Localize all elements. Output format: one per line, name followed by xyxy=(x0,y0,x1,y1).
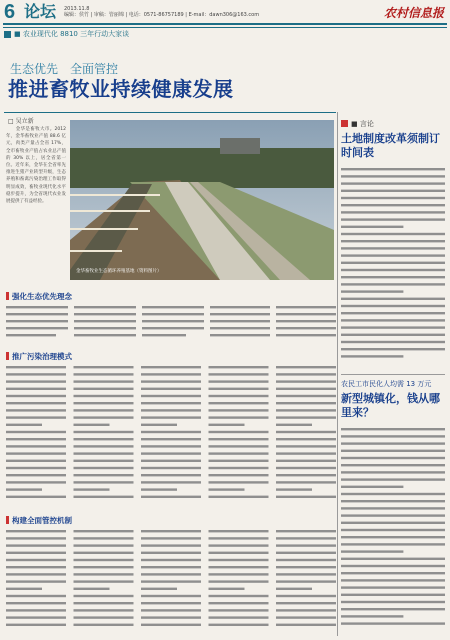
header-rule-thin xyxy=(3,27,447,28)
headline-rule xyxy=(4,112,336,113)
article-intro: 金华是畜牧大市。2012年，金华畜牧业产值 88.6 亿元，肉类产量占全省 17%，全市畜牧业产值占农业总产值的 30% 以上，居全省第一位。近年来，金华在全省率先推进生猪产业转型升级，生态养殖和畜禽污染治理工作取得明显成效，畜牧业现代化水平稳步提升，为全省现代农业发展提供了有益经验。 xyxy=(6,127,66,205)
commentary-marker-icon xyxy=(341,120,348,127)
subhead-1: 强化生态优先理念 xyxy=(12,292,72,301)
body-text-lines xyxy=(6,364,336,504)
page-number: 6 xyxy=(4,1,16,23)
sidebar-title: 土地制度改革须制订时间表 xyxy=(341,132,440,159)
newspaper-logo: 农村信息报 xyxy=(383,6,444,20)
livestock-farm-image xyxy=(70,120,334,280)
sidebar-title-2: 新型城镇化，钱从哪里来？ xyxy=(341,392,440,419)
body-text-block-2 xyxy=(6,364,336,504)
subhead-marker-icon xyxy=(6,516,9,524)
issue-date: 2013.11.8 xyxy=(64,6,90,12)
section-banner: ■ 农业现代化 8810 三年行动大家谈 xyxy=(14,30,130,38)
body-text-lines xyxy=(6,304,336,344)
sidebar-divider xyxy=(341,374,445,375)
editor-contact: 编辑：侯竹 | 审稿：管丽锦 | 电话：0571-86757189 | E-mail：dawn306@163.com xyxy=(64,12,260,18)
subhead-3: 构建全面管控机制 xyxy=(12,516,72,525)
byline: □ 吴立新 xyxy=(8,118,34,125)
article-kicker: 生态优先 全面管控 xyxy=(10,62,119,76)
header-meta xyxy=(64,6,259,18)
subhead-marker-icon xyxy=(6,352,9,360)
body-text-block-1 xyxy=(6,304,336,344)
body-text-lines xyxy=(341,426,445,636)
sidebar-body-2 xyxy=(341,426,445,636)
body-text-block-3 xyxy=(6,528,336,636)
subhead-2: 推广污染治理模式 xyxy=(12,352,72,361)
body-text-lines xyxy=(6,528,336,636)
column-divider xyxy=(337,112,338,636)
section-marker-icon xyxy=(4,31,11,38)
subhead-marker-icon xyxy=(6,292,9,300)
body-text-lines xyxy=(341,166,445,366)
header-rule xyxy=(3,23,447,25)
section-title: 论坛 xyxy=(24,2,57,21)
sidebar-body xyxy=(341,166,445,366)
photo-caption: 金华畜牧业生态循环养殖基地（资料图片） xyxy=(76,269,162,274)
commentary-label: ■ 言论 xyxy=(351,120,374,128)
sidebar-subheading: 农民工市民化人均需 13 万元 xyxy=(341,380,432,388)
article-photo xyxy=(70,120,334,280)
article-headline: 推进畜牧业持续健康发展 xyxy=(8,77,234,101)
